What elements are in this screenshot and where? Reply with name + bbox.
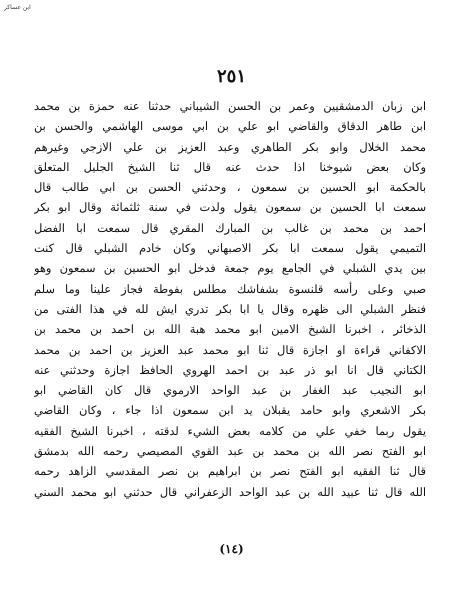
text-line: بالحكمة ابو الحسين بن سمعون ، وحدثني الحسن بن ابي طالب قال	[34, 180, 426, 195]
text-line: ابن طاهر الدقاق والقاضي ابو علي بن ابي موسى الهاشمي والحسن بن	[34, 119, 426, 134]
text-line: احمد بن محمد بن غالب بن المبارك المقري قال سمعت ابا الفضل	[34, 220, 426, 235]
text-line: يقول ربما خفي علي من كلامه بعض الشيء لدقته ، اخبرنا الشيخ الفقيه	[34, 423, 426, 438]
text-line: التميمي يقول سمعت ابا بكر الاصبهاني وكان خادم الشبلي قال كنت	[34, 241, 426, 256]
text-line: سمعت ابا الحسين بن سمعون يقول ولدت في سنة ثلثمائة وقال ابو بكر	[34, 200, 426, 215]
text-line: الاكفاني قراءة او اجازة قال ثنا ابو محمد عبد العزيز بن احمد بن محمد	[34, 342, 426, 357]
text-line: فنظر الشبلي الى ظهره وقال يا ابا بكر تدري ايش لله في هذا الفتى من	[34, 301, 426, 316]
text-line: وكان بعض شيوخنا اذا حدث عنه قال ثنا الشيخ الجليل المتعلق	[34, 159, 426, 174]
footer-page-number: (١٤)	[219, 542, 244, 556]
text-line: الذخائر ، اخبرنا الشيخ الامين ابو محمد هبة الله بن احمد بن محمد بن	[34, 322, 426, 337]
text-line: صبي وعلى رأسه قلنسوة بشفاشك مطلس بفوطة فجاز علينا وما سلم	[34, 281, 426, 296]
text-line: ابو النجيب عبد الغفار بن عبد الواحد الارموي قال كان القاضي ابو	[34, 383, 426, 398]
side-label: ابن عساكر	[4, 4, 31, 11]
page-number: ٢٥١	[216, 66, 246, 87]
text-line: الكتاني قال انا ابو ذر عبد بن احمد الهروي الحافظ اجازة وحدثني عنه	[34, 362, 426, 377]
text-line: ابن زبان الدمشقيين وعمر بن الحسن الشيباني حدثنا عنه حمزة بن محمد	[34, 99, 426, 113]
text-line: قال ثنا الفقيه ابو الفتح نصر بن ابراهيم بن نصر المقدسي الزاهد رحمه	[34, 464, 426, 479]
text-block	[34, 96, 426, 502]
text-line: الله قال ثنا عبيد الله بن عبد الواحد الزعفراني قال حدثني ابو محمد السني	[34, 484, 426, 499]
text-line: بين يدي الشبلي في الجامع يوم جمعة فدخل ابو الحسين بن سمعون وهو	[34, 261, 426, 276]
text-line: ابو الفتح نصر الله بن محمد بن عبد القوي المصيصي رحمه الله بدمشق	[34, 444, 426, 459]
text-line: بكر الاشعري وابو حامد يقبلان يد ابن سمعون اذا جاء ، وكان القاضي	[34, 403, 426, 418]
text-line: محمد الخلال وابو بكر الطاهري وعبد العزيز بن علي الازجي وغيرهم	[34, 139, 426, 154]
